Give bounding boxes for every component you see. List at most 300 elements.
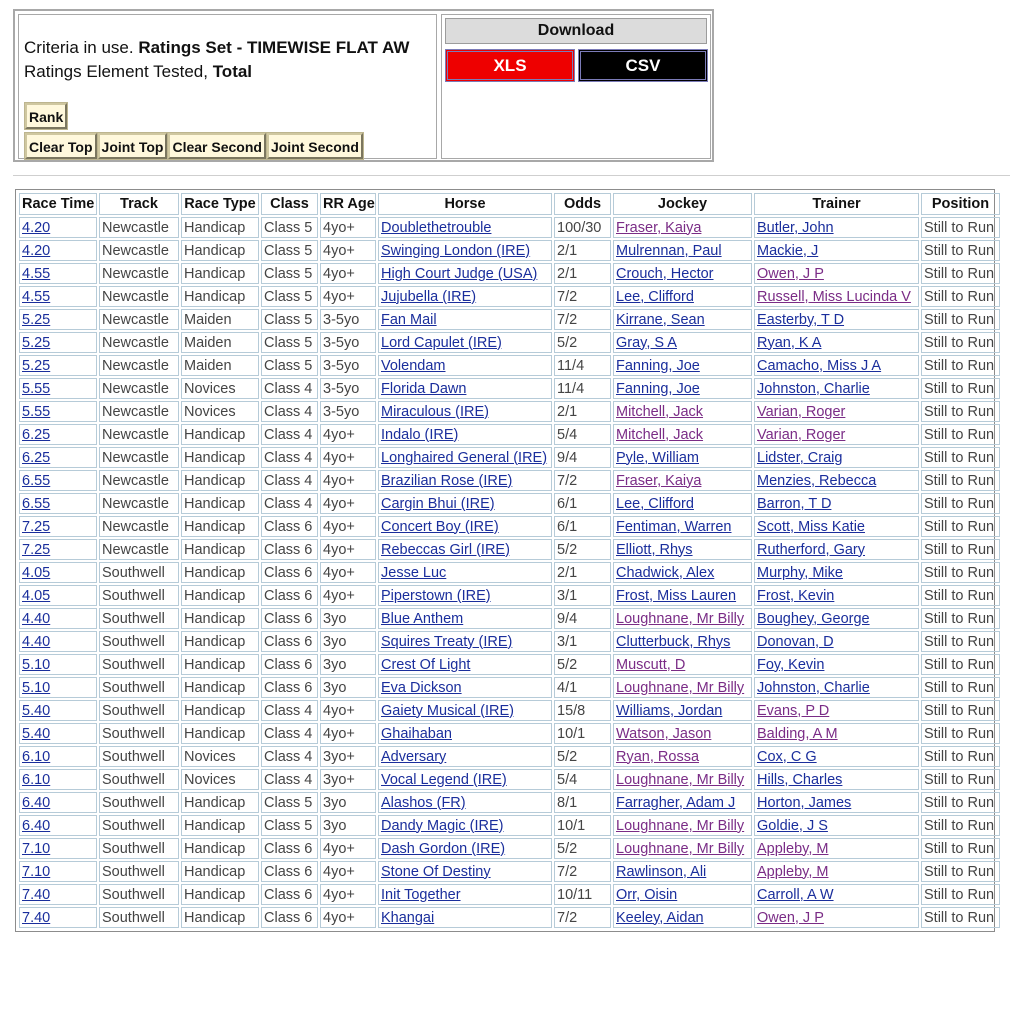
odds-cell: 2/1 (554, 401, 611, 422)
jockey-cell (613, 401, 752, 422)
jockey-link[interactable]: Pyle, William (616, 449, 699, 466)
race-time-link[interactable]: 4.40 (22, 633, 51, 650)
jockey-link[interactable]: Chadwick, Alex (616, 564, 715, 581)
horse-link[interactable]: High Court Judge (USA) (381, 265, 538, 282)
race-time-link[interactable]: 6.40 (22, 794, 51, 811)
trainer-link[interactable]: Ryan, K A (757, 334, 822, 351)
jockey-link[interactable]: Loughnane, Mr Billy (616, 840, 745, 857)
table-row (19, 470, 1000, 491)
table-row (19, 907, 1000, 928)
jockey-cell (613, 838, 752, 859)
trainer-link[interactable]: Donovan, D (757, 633, 834, 650)
trainer-link[interactable]: Murphy, Mike (757, 564, 843, 581)
rr-age-cell: 3yo (320, 677, 376, 698)
table-row (19, 654, 1000, 675)
track-cell: Newcastle (99, 424, 179, 445)
race-time-cell (19, 769, 97, 790)
race-time-link[interactable]: 5.55 (22, 380, 51, 397)
table-body (19, 217, 1000, 928)
trainer-link[interactable]: Goldie, J S (757, 817, 828, 834)
odds-cell: 5/4 (554, 424, 611, 445)
position-cell: Still to Run (921, 286, 1000, 307)
jockey-link[interactable]: Fraser, Kaiya (616, 472, 702, 489)
trainer-link[interactable]: Boughey, George (757, 610, 870, 627)
position-cell: Still to Run (921, 769, 1000, 790)
position-cell: Still to Run (921, 263, 1000, 284)
horse-link[interactable]: Dash Gordon (IRE) (381, 840, 506, 857)
joint-top-button[interactable]: Joint Top (98, 133, 168, 159)
horse-link[interactable]: Lord Capulet (IRE) (381, 334, 502, 351)
horse-cell (378, 861, 552, 882)
jockey-cell (613, 907, 752, 928)
horse-link[interactable]: Adversary (381, 748, 447, 765)
race-time-cell (19, 470, 97, 491)
trainer-link[interactable]: Frost, Kevin (757, 587, 835, 604)
criteria-box (18, 14, 437, 159)
track-cell: Newcastle (99, 240, 179, 261)
trainer-cell (754, 240, 919, 261)
jockey-link[interactable]: Farragher, Adam J (616, 794, 736, 811)
rr-age-cell: 4yo+ (320, 907, 376, 928)
race-time-cell (19, 907, 97, 928)
table-row (19, 792, 1000, 813)
race-time-link[interactable]: 7.10 (22, 863, 51, 880)
position-cell: Still to Run (921, 608, 1000, 629)
table-row (19, 447, 1000, 468)
class-cell: Class 5 (261, 355, 318, 376)
criteria-element-line (24, 62, 252, 82)
horse-link[interactable]: Longhaired General (IRE) (381, 449, 548, 466)
race-time-link[interactable]: 5.55 (22, 403, 51, 420)
class-cell: Class 6 (261, 585, 318, 606)
race-time-cell (19, 654, 97, 675)
horse-cell (378, 585, 552, 606)
trainer-link[interactable]: Camacho, Miss J A (757, 357, 882, 374)
rr-age-cell: 3yo+ (320, 769, 376, 790)
track-cell: Southwell (99, 838, 179, 859)
track-cell: Southwell (99, 700, 179, 721)
race-time-cell (19, 378, 97, 399)
race-time-cell (19, 263, 97, 284)
table-row (19, 815, 1000, 836)
track-cell: Newcastle (99, 355, 179, 376)
table-row (19, 861, 1000, 882)
rr-age-cell: 4yo+ (320, 493, 376, 514)
trainer-link[interactable]: Hills, Charles (757, 771, 843, 788)
rr-age-cell: 4yo+ (320, 240, 376, 261)
odds-cell: 5/2 (554, 746, 611, 767)
race-time-cell (19, 355, 97, 376)
race-time-link[interactable]: 5.40 (22, 725, 51, 742)
position-cell: Still to Run (921, 861, 1000, 882)
rank-button[interactable]: Rank (25, 103, 67, 129)
rr-age-cell: 3yo+ (320, 746, 376, 767)
rr-age-cell: 4yo+ (320, 861, 376, 882)
race-time-link[interactable]: 4.20 (22, 219, 51, 236)
horse-cell (378, 884, 552, 905)
track-cell: Southwell (99, 861, 179, 882)
class-cell: Class 5 (261, 815, 318, 836)
race-type-cell: Handicap (181, 907, 259, 928)
horse-cell (378, 838, 552, 859)
position-cell: Still to Run (921, 631, 1000, 652)
race-time-link[interactable]: 5.25 (22, 334, 51, 351)
jockey-cell (613, 424, 752, 445)
jockey-cell (613, 263, 752, 284)
trainer-link[interactable]: Butler, John (757, 219, 834, 236)
jockey-link[interactable]: Lee, Clifford (616, 495, 694, 512)
trainer-link[interactable]: Johnston, Charlie (757, 380, 870, 397)
trainer-cell (754, 447, 919, 468)
track-cell: Southwell (99, 723, 179, 744)
horse-link[interactable]: Gaiety Musical (IRE) (381, 702, 514, 719)
odds-cell: 2/1 (554, 263, 611, 284)
rr-age-cell: 4yo+ (320, 447, 376, 468)
horse-link[interactable]: Piperstown (IRE) (381, 587, 491, 604)
jockey-cell (613, 631, 752, 652)
horse-link[interactable]: Squires Treaty (IRE) (381, 633, 513, 650)
race-type-cell: Handicap (181, 493, 259, 514)
jockey-link[interactable]: Fentiman, Warren (616, 518, 732, 535)
table-header-row (19, 193, 1000, 215)
results-table-container (15, 189, 995, 932)
horse-link[interactable]: Cargin Bhui (IRE) (381, 495, 495, 512)
race-time-cell (19, 516, 97, 537)
race-time-link[interactable]: 6.10 (22, 771, 51, 788)
horse-cell (378, 447, 552, 468)
race-time-cell (19, 424, 97, 445)
horse-cell (378, 286, 552, 307)
horse-link[interactable]: Doublethetrouble (381, 219, 492, 236)
trainer-link[interactable]: Cox, C G (757, 748, 817, 765)
race-time-cell (19, 861, 97, 882)
jockey-link[interactable]: Frost, Miss Lauren (616, 587, 737, 604)
horse-link[interactable]: Khangai (381, 909, 435, 926)
table-row (19, 493, 1000, 514)
race-time-link[interactable]: 5.10 (22, 679, 51, 696)
odds-cell: 10/11 (554, 884, 611, 905)
horse-link[interactable]: Swinging London (IRE) (381, 242, 531, 259)
header-class: Class (261, 193, 318, 215)
horse-link[interactable]: Vocal Legend (IRE) (381, 771, 507, 788)
track-cell: Southwell (99, 815, 179, 836)
race-type-cell: Novices (181, 769, 259, 790)
horse-link[interactable]: Jujubella (IRE) (381, 288, 477, 305)
jockey-link[interactable]: Crouch, Hector (616, 265, 714, 282)
trainer-cell (754, 424, 919, 445)
class-cell: Class 5 (261, 309, 318, 330)
jockey-link[interactable]: Elliott, Rhys (616, 541, 693, 558)
jockey-link[interactable]: Loughnane, Mr Billy (616, 679, 745, 696)
race-type-cell: Handicap (181, 654, 259, 675)
xls-download-button[interactable]: XLS (445, 49, 575, 82)
class-cell: Class 4 (261, 746, 318, 767)
race-time-link[interactable]: 6.25 (22, 449, 51, 466)
rr-age-cell: 4yo+ (320, 700, 376, 721)
horse-link[interactable]: Ghaihaban (381, 725, 452, 742)
race-time-link[interactable]: 7.25 (22, 541, 51, 558)
jockey-cell (613, 884, 752, 905)
class-cell: Class 4 (261, 424, 318, 445)
trainer-link[interactable]: Scott, Miss Katie (757, 518, 865, 535)
jockey-link[interactable]: Fanning, Joe (616, 357, 700, 374)
position-cell: Still to Run (921, 332, 1000, 353)
trainer-link[interactable]: Easterby, T D (757, 311, 845, 328)
race-time-link[interactable]: 6.55 (22, 472, 51, 489)
trainer-link[interactable]: Owen, J P (757, 265, 824, 282)
table-row (19, 309, 1000, 330)
horse-link[interactable]: Jesse Luc (381, 564, 447, 581)
race-time-link[interactable]: 4.55 (22, 265, 51, 282)
horse-link[interactable]: Volendam (381, 357, 446, 374)
horse-cell (378, 746, 552, 767)
jockey-cell (613, 355, 752, 376)
clear-top-button[interactable]: Clear Top (25, 133, 97, 159)
header-race-type: Race Type (181, 193, 259, 215)
trainer-link[interactable]: Lidster, Craig (757, 449, 843, 466)
trainer-link[interactable]: Balding, A M (757, 725, 838, 742)
horse-cell (378, 677, 552, 698)
track-cell: Newcastle (99, 539, 179, 560)
jockey-link[interactable]: Loughnane, Mr Billy (616, 771, 745, 788)
track-cell: Southwell (99, 677, 179, 698)
trainer-link[interactable]: Johnston, Charlie (757, 679, 870, 696)
race-type-cell: Maiden (181, 355, 259, 376)
jockey-link[interactable]: Gray, S A (616, 334, 677, 351)
race-time-link[interactable]: 4.05 (22, 564, 51, 581)
rr-age-cell: 4yo+ (320, 539, 376, 560)
race-time-link[interactable]: 7.40 (22, 886, 51, 903)
trainer-link[interactable]: Evans, P D (757, 702, 830, 719)
rr-age-cell: 4yo+ (320, 286, 376, 307)
race-time-cell (19, 309, 97, 330)
position-cell: Still to Run (921, 447, 1000, 468)
position-cell: Still to Run (921, 746, 1000, 767)
odds-cell: 5/2 (554, 539, 611, 560)
race-type-cell: Handicap (181, 631, 259, 652)
race-time-cell (19, 539, 97, 560)
jockey-link[interactable]: Mulrennan, Paul (616, 242, 722, 259)
header-rr-age: RR Age (320, 193, 376, 215)
jockey-link[interactable]: Lee, Clifford (616, 288, 694, 305)
jockey-link[interactable]: Kirrane, Sean (616, 311, 705, 328)
race-time-cell (19, 286, 97, 307)
trainer-link[interactable]: Foy, Kevin (757, 656, 825, 673)
horse-link[interactable]: Brazilian Rose (IRE) (381, 472, 513, 489)
race-time-cell (19, 746, 97, 767)
trainer-cell (754, 631, 919, 652)
horse-cell (378, 493, 552, 514)
trainer-link[interactable]: Varian, Roger (757, 426, 846, 443)
race-time-link[interactable]: 4.55 (22, 288, 51, 305)
ratings-element-value: Total (212, 62, 253, 81)
horse-cell (378, 608, 552, 629)
horse-link[interactable]: Eva Dickson (381, 679, 462, 696)
horse-link[interactable]: Alashos (FR) (381, 794, 466, 811)
rr-age-cell: 4yo+ (320, 884, 376, 905)
clear-second-button[interactable]: Clear Second (168, 133, 265, 159)
horse-link[interactable]: Crest Of Light (381, 656, 471, 673)
jockey-link[interactable]: Fanning, Joe (616, 380, 700, 397)
class-cell: Class 5 (261, 217, 318, 238)
table-row (19, 884, 1000, 905)
trainer-link[interactable]: Menzies, Rebecca (757, 472, 877, 489)
trainer-cell (754, 585, 919, 606)
horse-cell (378, 470, 552, 491)
horse-link[interactable]: Dandy Magic (IRE) (381, 817, 504, 834)
jockey-link[interactable]: Loughnane, Mr Billy (616, 817, 745, 834)
horse-cell (378, 355, 552, 376)
race-time-link[interactable]: 5.25 (22, 357, 51, 374)
csv-download-button[interactable]: CSV (578, 49, 708, 82)
race-time-link[interactable]: 4.05 (22, 587, 51, 604)
trainer-cell (754, 332, 919, 353)
odds-cell: 4/1 (554, 677, 611, 698)
jockey-link[interactable]: Loughnane, Mr Billy (616, 610, 745, 627)
position-cell: Still to Run (921, 815, 1000, 836)
jockey-link[interactable]: Watson, Jason (616, 725, 712, 742)
jockey-link[interactable]: Muscutt, D (616, 656, 686, 673)
joint-second-button[interactable]: Joint Second (267, 133, 363, 159)
horse-link[interactable]: Blue Anthem (381, 610, 464, 627)
odds-cell: 9/4 (554, 447, 611, 468)
position-cell: Still to Run (921, 217, 1000, 238)
race-time-link[interactable]: 6.10 (22, 748, 51, 765)
race-type-cell: Novices (181, 746, 259, 767)
rr-age-cell: 3yo (320, 815, 376, 836)
race-time-link[interactable]: 6.55 (22, 495, 51, 512)
race-time-link[interactable]: 5.10 (22, 656, 51, 673)
race-type-cell: Handicap (181, 470, 259, 491)
race-type-cell: Handicap (181, 792, 259, 813)
horse-link[interactable]: Florida Dawn (381, 380, 467, 397)
jockey-cell (613, 677, 752, 698)
rr-age-cell: 3-5yo (320, 378, 376, 399)
trainer-link[interactable]: Barron, T D (757, 495, 832, 512)
class-cell: Class 6 (261, 907, 318, 928)
race-time-link[interactable]: 7.40 (22, 909, 51, 926)
race-time-link[interactable]: 7.25 (22, 518, 51, 535)
race-time-link[interactable]: 4.20 (22, 242, 51, 259)
header-position: Position (921, 193, 1000, 215)
jockey-cell (613, 815, 752, 836)
odds-cell: 7/2 (554, 309, 611, 330)
trainer-cell (754, 792, 919, 813)
rr-age-cell: 4yo+ (320, 723, 376, 744)
trainer-cell (754, 263, 919, 284)
track-cell: Southwell (99, 608, 179, 629)
trainer-link[interactable]: Varian, Roger (757, 403, 846, 420)
jockey-link[interactable]: Fraser, Kaiya (616, 219, 702, 236)
horse-link[interactable]: Fan Mail (381, 311, 437, 328)
horse-cell (378, 332, 552, 353)
trainer-link[interactable]: Russell, Miss Lucinda V (757, 288, 911, 305)
jockey-link[interactable]: Orr, Oisin (616, 886, 678, 903)
trainer-link[interactable]: Mackie, J (757, 242, 819, 259)
race-time-link[interactable]: 5.40 (22, 702, 51, 719)
odds-cell: 6/1 (554, 516, 611, 537)
class-cell: Class 6 (261, 516, 318, 537)
trainer-link[interactable]: Appleby, M (757, 840, 829, 857)
race-time-link[interactable]: 7.10 (22, 840, 51, 857)
rr-age-cell: 3-5yo (320, 309, 376, 330)
race-time-cell (19, 700, 97, 721)
class-cell: Class 4 (261, 378, 318, 399)
race-type-cell: Handicap (181, 861, 259, 882)
class-cell: Class 4 (261, 723, 318, 744)
race-type-cell: Handicap (181, 447, 259, 468)
race-time-cell (19, 677, 97, 698)
jockey-link[interactable]: Mitchell, Jack (616, 403, 704, 420)
jockey-link[interactable]: Clutterbuck, Rhys (616, 633, 731, 650)
trainer-link[interactable]: Appleby, M (757, 863, 829, 880)
position-cell: Still to Run (921, 493, 1000, 514)
header-track: Track (99, 193, 179, 215)
race-time-link[interactable]: 4.40 (22, 610, 51, 627)
trainer-link[interactable]: Horton, James (757, 794, 852, 811)
trainer-link[interactable]: Carroll, A W (757, 886, 834, 903)
rr-age-cell: 3-5yo (320, 355, 376, 376)
race-time-cell (19, 401, 97, 422)
rr-age-cell: 4yo+ (320, 263, 376, 284)
jockey-cell (613, 286, 752, 307)
trainer-cell (754, 355, 919, 376)
jockey-cell (613, 516, 752, 537)
horse-link[interactable]: Rebeccas Girl (IRE) (381, 541, 510, 558)
jockey-link[interactable]: Williams, Jordan (616, 702, 723, 719)
jockey-link[interactable]: Keeley, Aidan (616, 909, 704, 926)
horse-cell (378, 769, 552, 790)
horse-cell (378, 539, 552, 560)
race-time-link[interactable]: 6.40 (22, 817, 51, 834)
odds-cell: 2/1 (554, 562, 611, 583)
horse-cell (378, 378, 552, 399)
horse-cell (378, 700, 552, 721)
horse-cell (378, 815, 552, 836)
position-cell: Still to Run (921, 838, 1000, 859)
trainer-cell (754, 861, 919, 882)
trainer-link[interactable]: Rutherford, Gary (757, 541, 865, 558)
race-time-cell (19, 585, 97, 606)
race-time-cell (19, 447, 97, 468)
jockey-cell (613, 746, 752, 767)
table-row (19, 424, 1000, 445)
race-time-link[interactable]: 6.25 (22, 426, 51, 443)
track-cell: Newcastle (99, 470, 179, 491)
header-horse: Horse (378, 193, 552, 215)
jockey-link[interactable]: Mitchell, Jack (616, 426, 704, 443)
horse-link[interactable]: Indalo (IRE) (381, 426, 459, 443)
jockey-link[interactable]: Rawlinson, Ali (616, 863, 707, 880)
race-type-cell: Handicap (181, 815, 259, 836)
trainer-cell (754, 378, 919, 399)
jockey-link[interactable]: Ryan, Rossa (616, 748, 700, 765)
class-cell: Class 4 (261, 401, 318, 422)
race-time-link[interactable]: 5.25 (22, 311, 51, 328)
trainer-link[interactable]: Owen, J P (757, 909, 824, 926)
jockey-cell (613, 700, 752, 721)
horse-link[interactable]: Stone Of Destiny (381, 863, 491, 880)
horse-link[interactable]: Init Together (381, 886, 461, 903)
rr-age-cell: 4yo+ (320, 470, 376, 491)
track-cell: Southwell (99, 907, 179, 928)
table-row (19, 378, 1000, 399)
horse-link[interactable]: Miraculous (IRE) (381, 403, 489, 420)
table-row (19, 631, 1000, 652)
ratings-set-value: Ratings Set - TIMEWISE FLAT AW (138, 38, 410, 57)
class-cell: Class 5 (261, 286, 318, 307)
horse-link[interactable]: Concert Boy (IRE) (381, 518, 499, 535)
